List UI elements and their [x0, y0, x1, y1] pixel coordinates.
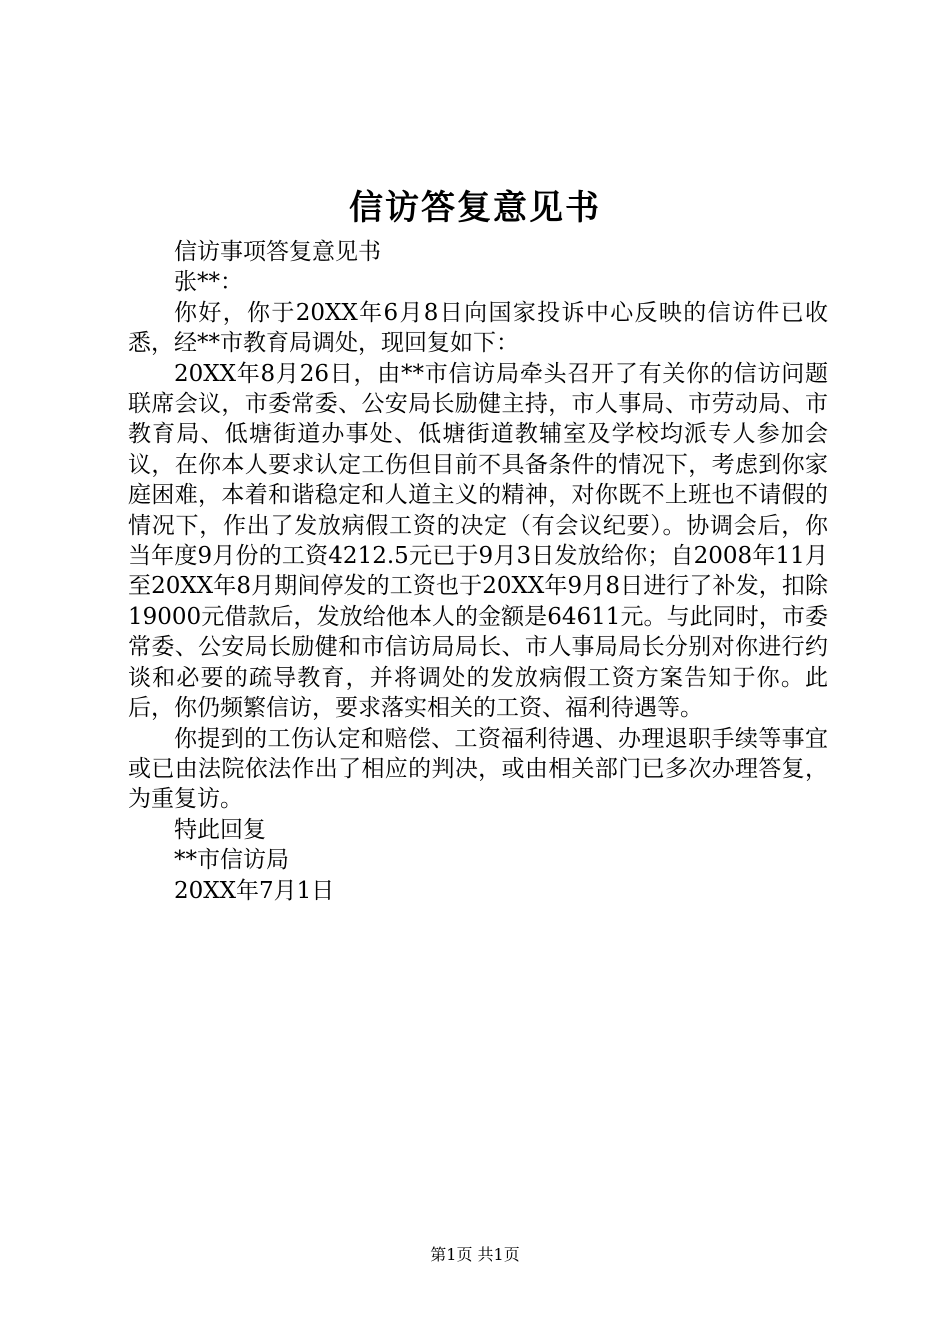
document-body — [128, 237, 828, 906]
subtitle-line: 信访事项答复意见书 — [174, 239, 381, 265]
signature-line: **市信访局 — [174, 847, 289, 874]
body-paragraph-1: 你好，你于20XX年6月8日向国家投诉中心反映的信访件已收悉，经**市教育局调处，现回复如下： — [128, 299, 828, 357]
date-line: 20XX年7月1日 — [174, 877, 335, 904]
closing-line: 特此回复 — [174, 816, 266, 843]
salutation-line: 张**： — [174, 269, 243, 296]
body-paragraph-3: 你提到的工伤认定和赔偿、工资福利待遇、办理退职手续等事宜或已由法院依法作出了相应的判决，或由相关部门已多次办理答复，为重复访。 — [128, 725, 828, 813]
page-footer: 第1页 共1页 — [430, 1245, 520, 1264]
body-paragraph-2: 20XX年8月26日，由**市信访局牵头召开了有关你的信访问题联席会议，市委常委、公安局长励健主持，市人事局、市劳动局、市教育局、低塘街道办事处、低塘街道教辅室及学校均派专人参加会议，在你本人要求认定工伤但目前不具备条件的情况下，考虑到你家庭困难，本着和谐稳定和人道主义的精神，对你既不上班也不请假的情况下，作出了发放病假工资的决定（有会议纪要）。协调会后，你当年度9月份的工资4212.5元已于9月3日发放给你；自2008年11月至20XX年8月期间停发的工资也于20XX年9月8日进行了补发，扣除19000元借款后，发放给他本人的金额是64611元。与此同时，市委常委、公安局长励健和市信访局局长、市人事局局长分别对你进行约谈和必要的疏导教育，并将调处的发放病假工资方案告知于你。此后，你仍频繁信访，要求落实相关的工资、福利待遇等。 — [128, 360, 828, 722]
document-title: 信访答复意见书 — [349, 188, 601, 228]
